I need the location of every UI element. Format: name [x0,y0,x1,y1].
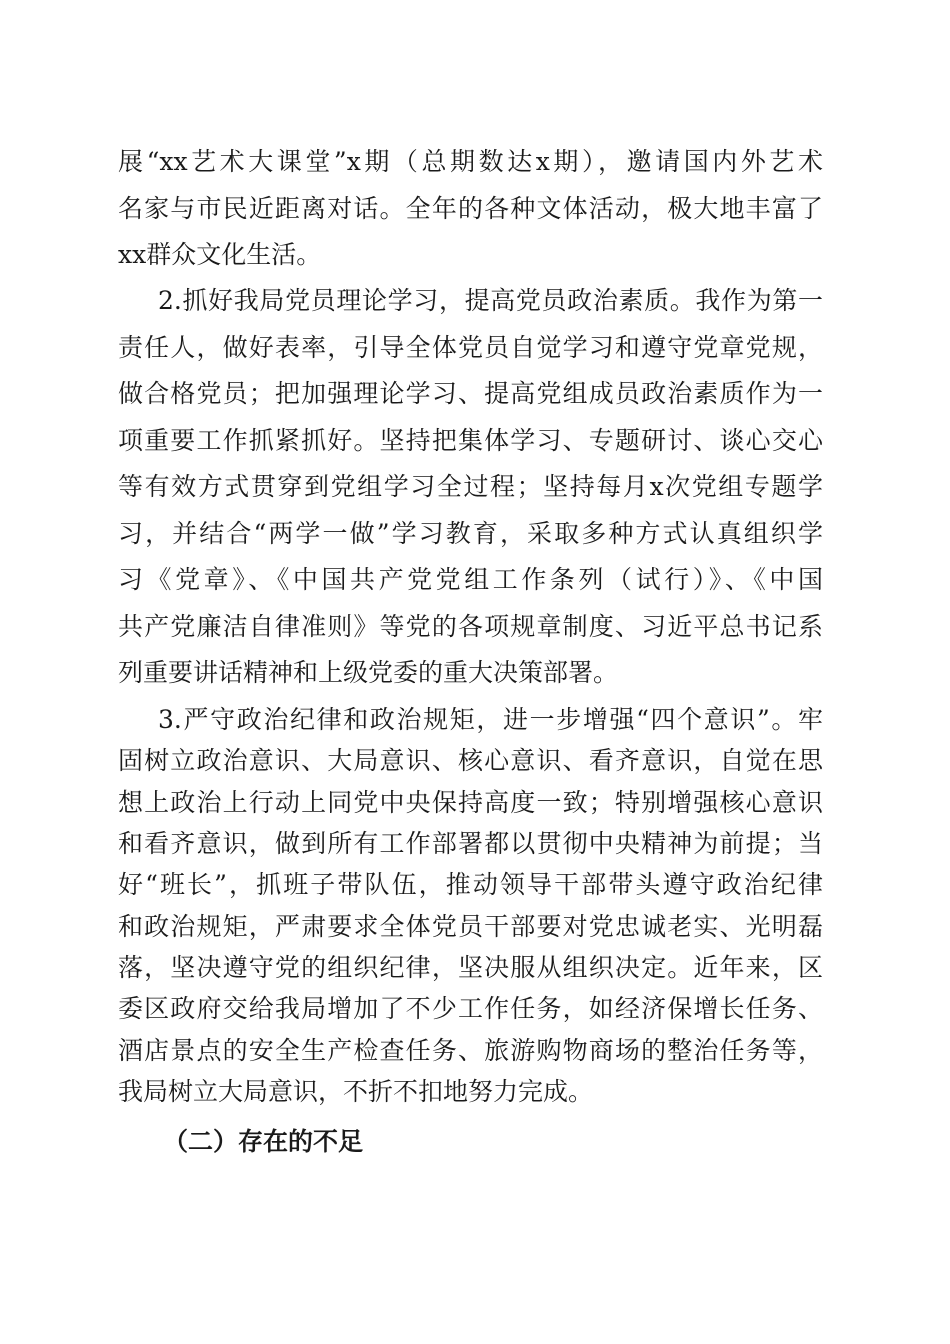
paragraph-2-line-6: 习，并结合“两学一做”学习教育，采取多种方式认真组织学 [118,519,823,548]
paragraph-2-line-7: 习《党章》、《中国共产党党组工作条列（试行）》、《中国 [118,565,823,594]
paragraph-3-line-3: 想上政治上行动上同党中央保持高度一致；特别增强核心意识 [118,787,823,817]
paragraph-3-line-10: 我局树立大局意识，不折不扣地努力完成。 [118,1077,594,1106]
paragraph-1-line-3: xx群众文化生活。 [118,240,322,269]
paragraph-2-line-3: 做合格党员；把加强理论学习、提高党组成员政治素质作为一 [118,379,823,408]
paragraph-3-line-1: 3.严守政治纪律和政治规矩，进一步增强“四个意识”。牢 [158,705,823,734]
paragraph-3-line-6: 和政治规矩，严肃要求全体党员干部要对党忠诚老实、光明磊 [118,911,823,941]
paragraph-1-line-2: 名家与市民近距离对话。全年的各种文体活动，极大地丰富了 [118,194,823,223]
paragraph-3-line-9: 酒店景点的安全生产检查任务、旅游购物商场的整治任务等， [118,1035,823,1065]
paragraph-1-line-1: 展“xx艺术大课堂”x期（总期数达x期），邀请国内外艺术 [118,147,823,176]
paragraph-2-line-2: 责任人，做好表率，引导全体党员自觉学习和遵守党章党规， [118,333,823,362]
paragraph-2-line-5: 等有效方式贯穿到党组学习全过程；坚持每月x次党组专题学 [118,472,823,501]
paragraph-3-line-7: 落，坚决遵守党的组织纪律，坚决服从组织决定。近年来，区 [118,953,823,982]
paragraph-2-line-1: 2.抓好我局党员理论学习，提高党员政治素质。我作为第一 [158,286,823,315]
paragraph-2-line-4: 项重要工作抓紧抓好。坚持把集体学习、专题研讨、谈心交心 [118,426,823,455]
paragraph-3-line-8: 委区政府交给我局增加了不少工作任务，如经济保增长任务、 [118,994,823,1024]
paragraph-2-line-8: 共产党廉洁自律准则》等党的各项规章制度、习近平总书记系 [118,612,823,641]
paragraph-3-line-2: 固树立政治意识、大局意识、核心意识、看齐意识，自觉在思 [118,746,823,776]
paragraph-3-line-4: 和看齐意识，做到所有工作部署都以贯彻中央精神为前提；当 [118,829,823,858]
paragraph-2-line-9: 列重要讲话精神和上级党委的重大决策部署。 [118,658,619,687]
paragraph-3-line-5: 好“班长”，抓班子带队伍，推动领导干部带头遵守政治纪律 [118,870,823,900]
section-heading: （二）存在的不足 [163,1127,364,1156]
